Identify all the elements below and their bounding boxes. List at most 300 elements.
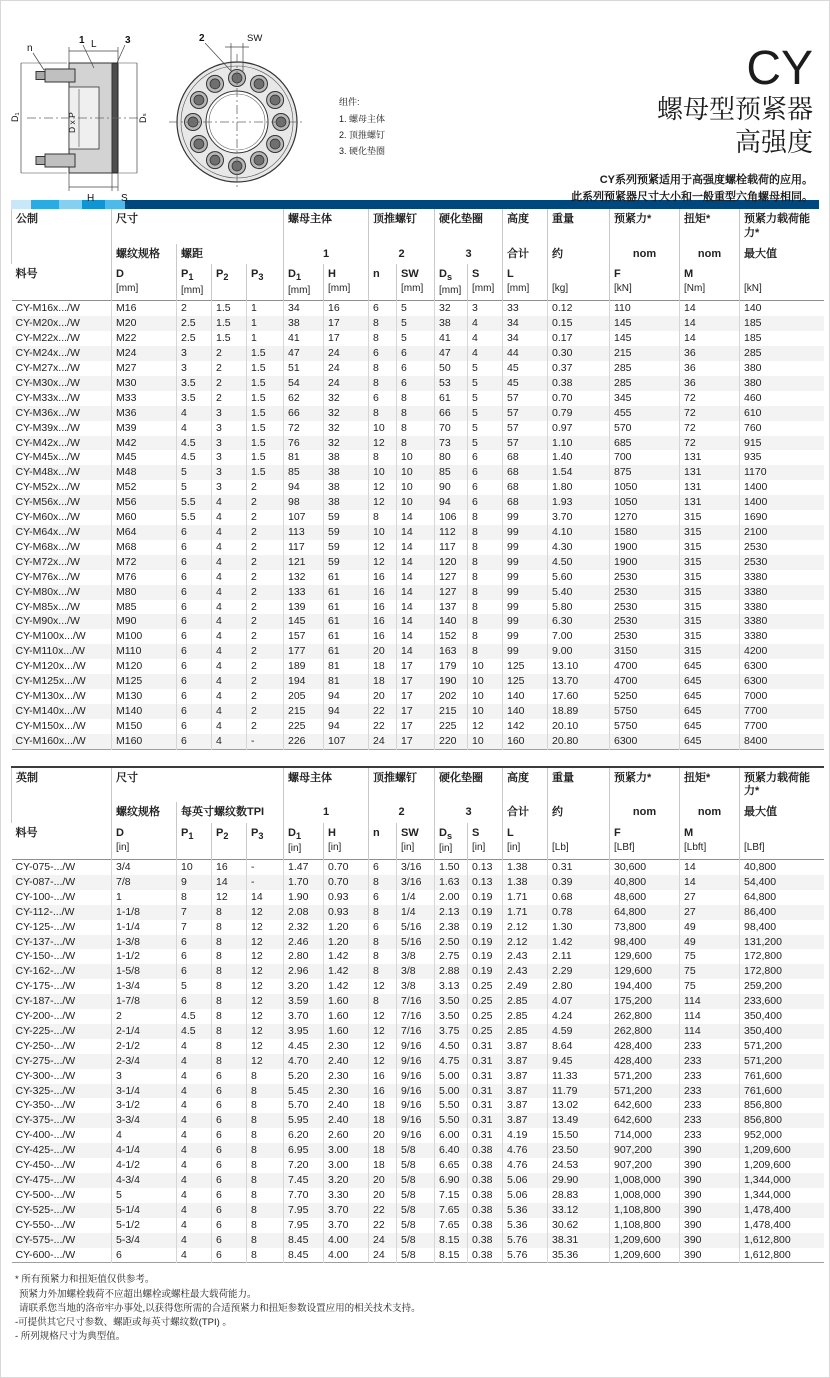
value-cell: 75 [680, 979, 740, 994]
value-cell: 17 [324, 316, 369, 331]
value-cell: 3.87 [503, 1084, 548, 1099]
value-cell: 16 [212, 859, 247, 874]
value-cell: 1.20 [324, 935, 369, 950]
column-header: D [in] [112, 823, 177, 860]
value-cell: 6 [177, 674, 212, 689]
table-row [12, 421, 824, 436]
value-cell: 0.31 [468, 1054, 503, 1069]
table-row [12, 465, 824, 480]
value-cell: 6.90 [435, 1173, 468, 1188]
group-torque: 扭矩* [680, 209, 740, 244]
value-cell: 163 [435, 644, 468, 659]
value-cell: 94 [284, 480, 324, 495]
value-cell: 4.07 [548, 994, 610, 1009]
value-cell: 233 [680, 1084, 740, 1099]
part-number-cell: CY-162-.../W [15, 965, 76, 978]
value-cell: 3.5 [177, 376, 212, 391]
value-cell: 5.06 [503, 1188, 548, 1203]
value-cell: 2 [247, 555, 284, 570]
value-cell: 40,800 [740, 859, 824, 874]
value-cell: 12 [369, 979, 397, 994]
footnote-line: - 所列规格尺寸为典型值。 [15, 1331, 126, 1343]
value-cell: 1170 [740, 465, 824, 480]
value-cell: 4 [177, 1173, 212, 1188]
part-number-cell: CY-500-.../W [15, 1188, 76, 1201]
value-cell: 6.30 [548, 614, 610, 629]
value-cell: 3.70 [324, 1218, 369, 1233]
value-cell: 12 [468, 719, 503, 734]
sub-part-1: 1 [284, 802, 369, 823]
value-cell: 99 [503, 585, 548, 600]
table-row [12, 436, 824, 451]
value-cell: 2 [247, 570, 284, 585]
part-number-cell: CY-M140x.../W [15, 704, 86, 717]
value-cell: 2530 [610, 570, 680, 585]
value-cell: 3.87 [503, 1054, 548, 1069]
value-cell: 0.31 [468, 1113, 503, 1128]
value-cell: 2 [247, 495, 284, 510]
value-cell: 3 [212, 480, 247, 495]
dim-label-SW: SW [247, 33, 263, 44]
group-nut-body: 螺母主体 [284, 767, 369, 803]
value-cell: 0.25 [468, 1009, 503, 1024]
value-cell: 3-1/4 [112, 1084, 177, 1099]
value-cell: 0.31 [468, 1069, 503, 1084]
value-cell: 8 [468, 629, 503, 644]
value-cell: 16 [369, 1084, 397, 1099]
value-cell: 0.70 [324, 875, 369, 890]
value-cell: 7.95 [284, 1218, 324, 1233]
table-row [12, 1039, 824, 1054]
value-cell: 5750 [610, 704, 680, 719]
value-cell: 259,200 [740, 979, 824, 994]
part-number-cell: CY-M72x.../W [15, 555, 80, 568]
legend-item-2: 2. 顶推螺钉 [339, 130, 386, 140]
value-cell: 1,209,600 [610, 1248, 680, 1263]
value-cell: 5.50 [435, 1098, 468, 1113]
value-cell: 32 [324, 391, 369, 406]
part-number-cell: CY-M52x.../W [15, 481, 80, 494]
part-label-3: 3 [125, 35, 131, 46]
value-cell: 17 [397, 689, 435, 704]
value-cell: 12 [369, 436, 397, 451]
value-cell: 8 [369, 510, 397, 525]
part-number-cell: CY-M150x.../W [15, 719, 86, 732]
value-cell: 5 [112, 1188, 177, 1203]
value-cell: M130 [112, 689, 177, 704]
value-cell: 75 [680, 964, 740, 979]
part-number-cell: CY-300-.../W [15, 1069, 76, 1082]
value-cell: 2530 [610, 614, 680, 629]
value-cell: 2 [247, 480, 284, 495]
value-cell: 12 [369, 1039, 397, 1054]
value-cell: 2 [247, 704, 284, 719]
value-cell: 3.5 [177, 391, 212, 406]
table-row [12, 1084, 824, 1099]
value-cell: 5.95 [284, 1113, 324, 1128]
value-cell: 315 [680, 540, 740, 555]
value-cell: 6 [177, 570, 212, 585]
value-cell: 14 [397, 600, 435, 615]
value-cell: 9/16 [397, 1054, 435, 1069]
value-cell: 5/16 [397, 920, 435, 935]
value-cell: 4 [177, 421, 212, 436]
value-cell: 33 [503, 301, 548, 316]
value-cell: 6 [177, 719, 212, 734]
value-cell: 11.79 [548, 1084, 610, 1099]
table-row [12, 301, 824, 316]
value-cell: 4700 [610, 659, 680, 674]
part-number-cell: CY-M60x.../W [15, 511, 80, 524]
value-cell: 3.87 [503, 1069, 548, 1084]
value-cell: 4 [177, 1069, 212, 1084]
column-header: H [in] [324, 823, 369, 860]
column-header: $P_2$ [212, 264, 247, 301]
value-cell: 3 [212, 406, 247, 421]
value-cell: 12 [369, 1009, 397, 1024]
value-cell: 44 [503, 346, 548, 361]
value-cell: 3 [112, 1069, 177, 1084]
value-cell: 4 [212, 600, 247, 615]
value-cell: 0.25 [468, 994, 503, 1009]
value-cell: 51 [284, 361, 324, 376]
value-cell: 90 [435, 480, 468, 495]
value-cell: 22 [369, 719, 397, 734]
column-header: H [mm] [324, 264, 369, 301]
value-cell: 175,200 [610, 994, 680, 1009]
dim-label-L: L [91, 39, 97, 50]
value-cell: 7000 [740, 689, 824, 704]
jackbolt-bottom-head [36, 157, 45, 165]
table-row [12, 1188, 824, 1203]
sub-part-2: 2 [369, 244, 435, 265]
value-cell: 14 [680, 331, 740, 346]
sub-pitch: 螺距 [177, 244, 284, 265]
value-cell: 4 [212, 555, 247, 570]
value-cell: M20 [112, 316, 177, 331]
footnote-line: * 所有预紧力和扭矩值仅供参考。 [15, 1274, 155, 1286]
value-cell: 8400 [740, 734, 824, 749]
table-row [12, 890, 824, 905]
value-cell: 0.93 [324, 905, 369, 920]
group-preload: 预紧力* [610, 767, 680, 803]
value-cell: 120 [435, 555, 468, 570]
value-cell: 700 [610, 450, 680, 465]
value-cell: 18 [369, 1113, 397, 1128]
value-cell: 0.38 [468, 1188, 503, 1203]
value-cell: 8.64 [548, 1039, 610, 1054]
value-cell: 571,200 [740, 1039, 824, 1054]
value-cell: - [247, 875, 284, 890]
metric-table-header [12, 209, 824, 301]
value-cell: 1900 [610, 540, 680, 555]
part-number-cell: CY-475-.../W [15, 1174, 76, 1186]
value-cell: 1-1/4 [112, 920, 177, 935]
value-cell: 315 [680, 525, 740, 540]
value-cell: 8 [369, 935, 397, 950]
column-header: 料号 [15, 268, 38, 281]
value-cell: 4 [212, 540, 247, 555]
legend-item-1: 1. 螺母主体 [339, 114, 386, 124]
table-row [12, 480, 824, 495]
value-cell: 47 [284, 346, 324, 361]
page-subtitle-type: 螺母型预紧器 [656, 94, 813, 124]
part-number-cell: CY-M48x.../W [15, 466, 80, 479]
value-cell: 14 [397, 570, 435, 585]
value-cell: 1/4 [397, 890, 435, 905]
value-cell: 72 [680, 406, 740, 421]
value-cell: - [247, 734, 284, 749]
column-header: D [mm] [112, 264, 177, 301]
value-cell: 172,800 [740, 964, 824, 979]
value-cell: 8 [468, 510, 503, 525]
value-cell: 1.71 [503, 905, 548, 920]
value-cell: 117 [284, 540, 324, 555]
group-dimensions: 尺寸 [112, 209, 284, 244]
value-cell: 86,400 [740, 905, 824, 920]
value-cell: 2.30 [324, 1039, 369, 1054]
value-cell: 0.19 [468, 905, 503, 920]
value-cell: 285 [610, 376, 680, 391]
value-cell: 642,600 [610, 1113, 680, 1128]
value-cell: 3 [177, 346, 212, 361]
part-number-cell: CY-M22x.../W [15, 332, 80, 345]
column-header: F [kN] [610, 264, 680, 301]
value-cell: 8 [369, 376, 397, 391]
value-cell: 140 [740, 301, 824, 316]
group-washer: 硬化垫圈 [435, 209, 503, 244]
part-number-cell: CY-325-.../W [15, 1084, 76, 1097]
value-cell: M68 [112, 540, 177, 555]
value-cell: 0.68 [548, 890, 610, 905]
value-cell: 571,200 [610, 1069, 680, 1084]
value-cell: 4 [177, 1054, 212, 1069]
table-row [12, 1158, 824, 1173]
value-cell: 7/16 [397, 1009, 435, 1024]
value-cell: 3 [212, 465, 247, 480]
value-cell: 10 [177, 859, 212, 874]
group-washer: 硬化垫圈 [435, 767, 503, 803]
part-number-cell: CY-200-.../W [15, 1010, 76, 1023]
value-cell: 12 [247, 949, 284, 964]
group-nut-body: 螺母主体 [284, 209, 369, 244]
table-row [12, 935, 824, 950]
value-cell: M160 [112, 734, 177, 749]
value-cell: 61 [324, 644, 369, 659]
value-cell: 5/8 [397, 1188, 435, 1203]
value-cell: 856,800 [740, 1098, 824, 1113]
value-cell: 117 [435, 540, 468, 555]
value-cell: 54 [284, 376, 324, 391]
value-cell: M80 [112, 585, 177, 600]
value-cell: 380 [740, 376, 824, 391]
column-header: L [mm] [503, 264, 548, 301]
value-cell: 2 [247, 644, 284, 659]
value-cell: 390 [680, 1248, 740, 1263]
value-cell: 0.79 [548, 406, 610, 421]
value-cell: 3.50 [435, 1009, 468, 1024]
region-label: 公制 [12, 209, 112, 244]
column-header: SW [mm] [397, 264, 435, 301]
value-cell: 1.5 [247, 346, 284, 361]
value-cell: 2.85 [503, 1009, 548, 1024]
value-cell: 760 [740, 421, 824, 436]
value-cell: 17 [397, 659, 435, 674]
value-cell: 1,612,800 [740, 1233, 824, 1248]
value-cell: 145 [610, 316, 680, 331]
value-cell: 0.38 [468, 1143, 503, 1158]
value-cell: 14 [212, 875, 247, 890]
value-cell: 9/16 [397, 1039, 435, 1054]
value-cell: 2.50 [435, 935, 468, 950]
value-cell: 1,209,600 [740, 1143, 824, 1158]
value-cell: 5 [177, 979, 212, 994]
value-cell: 61 [324, 614, 369, 629]
sub-thread-spec: 螺纹规格 [112, 244, 177, 265]
value-cell: 14 [397, 629, 435, 644]
value-cell: 1.30 [548, 920, 610, 935]
part-number-cell: CY-M85x.../W [15, 600, 80, 613]
value-cell: 4.19 [503, 1128, 548, 1143]
value-cell: 1.50 [435, 859, 468, 874]
value-cell: 2.80 [548, 979, 610, 994]
value-cell: 41 [284, 331, 324, 346]
value-cell: 4-1/2 [112, 1158, 177, 1173]
value-cell: 2.29 [548, 964, 610, 979]
value-cell: 4 [177, 1113, 212, 1128]
value-cell: M36 [112, 406, 177, 421]
value-cell: 6 [369, 859, 397, 874]
table-row [12, 859, 824, 874]
sub-part-3: 3 [435, 244, 503, 265]
value-cell: 2 [247, 540, 284, 555]
value-cell: 1.70 [284, 875, 324, 890]
value-cell: 139 [284, 600, 324, 615]
value-cell: 5/8 [397, 1233, 435, 1248]
value-cell: 3.95 [284, 1024, 324, 1039]
value-cell: 1.42 [324, 949, 369, 964]
value-cell: 8 [212, 935, 247, 950]
preloader-drawing-svg [9, 27, 469, 207]
value-cell: 315 [680, 614, 740, 629]
value-cell: 5.45 [284, 1084, 324, 1099]
value-cell: 215 [435, 704, 468, 719]
value-cell: 5.20 [284, 1069, 324, 1084]
part-number-cell: CY-550-.../W [15, 1218, 76, 1231]
jackbolt-top-head [36, 72, 45, 80]
value-cell: 1690 [740, 510, 824, 525]
value-cell: 3.13 [435, 979, 468, 994]
value-cell: 5.00 [435, 1069, 468, 1084]
value-cell: 5/8 [397, 1203, 435, 1218]
value-cell: 3.75 [435, 1024, 468, 1039]
value-cell: 1.80 [548, 480, 610, 495]
part-number-cell: CY-M130x.../W [15, 689, 86, 702]
value-cell: 140 [503, 689, 548, 704]
value-cell: 0.31 [468, 1039, 503, 1054]
table-row [12, 949, 824, 964]
value-cell: 6 [468, 465, 503, 480]
value-cell: 8 [212, 905, 247, 920]
value-cell: 3.87 [503, 1098, 548, 1113]
value-cell: 3.87 [503, 1113, 548, 1128]
value-cell: 8 [212, 964, 247, 979]
value-cell: 262,800 [610, 1009, 680, 1024]
value-cell: 38 [324, 450, 369, 465]
value-cell: 10 [369, 421, 397, 436]
table-row [12, 525, 824, 540]
value-cell: 24 [369, 1233, 397, 1248]
value-cell: 9.00 [548, 644, 610, 659]
value-cell: 315 [680, 585, 740, 600]
value-cell: 6 [177, 994, 212, 1009]
value-cell: 1.42 [324, 964, 369, 979]
value-cell: 3 [212, 421, 247, 436]
value-cell: 1.63 [435, 875, 468, 890]
value-cell: 8 [397, 436, 435, 451]
value-cell: 6 [212, 1218, 247, 1233]
table-row [12, 994, 824, 1009]
value-cell: 17.60 [548, 689, 610, 704]
table-row [12, 585, 824, 600]
value-cell: 1.47 [284, 859, 324, 874]
value-cell: 0.93 [324, 890, 369, 905]
value-cell: 645 [680, 659, 740, 674]
value-cell: 0.25 [468, 1024, 503, 1039]
value-cell: 4 [212, 495, 247, 510]
part-number-cell: CY-M110x.../W [15, 645, 85, 658]
value-cell: 3.00 [324, 1158, 369, 1173]
value-cell: 137 [435, 600, 468, 615]
value-cell: 98,400 [610, 935, 680, 950]
value-cell: 6 [369, 391, 397, 406]
part-number-cell: CY-M20x.../W [15, 317, 80, 330]
value-cell: 2.85 [503, 1024, 548, 1039]
value-cell: 57 [503, 436, 548, 451]
part-label-2: 2 [199, 33, 205, 44]
value-cell: 107 [324, 734, 369, 749]
value-cell: 190 [435, 674, 468, 689]
value-cell: 3380 [740, 629, 824, 644]
value-cell: 13.49 [548, 1113, 610, 1128]
value-cell: 12 [247, 994, 284, 1009]
value-cell: 8 [212, 979, 247, 994]
value-cell: 24 [324, 346, 369, 361]
value-cell: 7/16 [397, 994, 435, 1009]
value-cell: 20 [369, 1173, 397, 1188]
value-cell: 6 [397, 376, 435, 391]
value-cell: 38.31 [548, 1233, 610, 1248]
value-cell: 114 [680, 1009, 740, 1024]
value-cell: 22 [369, 1203, 397, 1218]
value-cell: 0.37 [548, 361, 610, 376]
value-cell: 3/8 [397, 949, 435, 964]
value-cell: 315 [680, 629, 740, 644]
value-cell: 73,800 [610, 920, 680, 935]
part-number-cell: CY-M33x.../W [15, 391, 80, 404]
value-cell: 0.70 [548, 391, 610, 406]
part-number-cell: CY-M30x.../W [15, 376, 80, 389]
value-cell: 5.06 [503, 1173, 548, 1188]
value-cell: 6 [397, 346, 435, 361]
value-cell: 57 [503, 421, 548, 436]
table-row [12, 1203, 824, 1218]
value-cell: 233 [680, 1054, 740, 1069]
value-cell: 0.19 [468, 949, 503, 964]
value-cell: 5-3/4 [112, 1233, 177, 1248]
jackbolt-top-shape [45, 69, 75, 82]
value-cell: 12 [369, 1054, 397, 1069]
